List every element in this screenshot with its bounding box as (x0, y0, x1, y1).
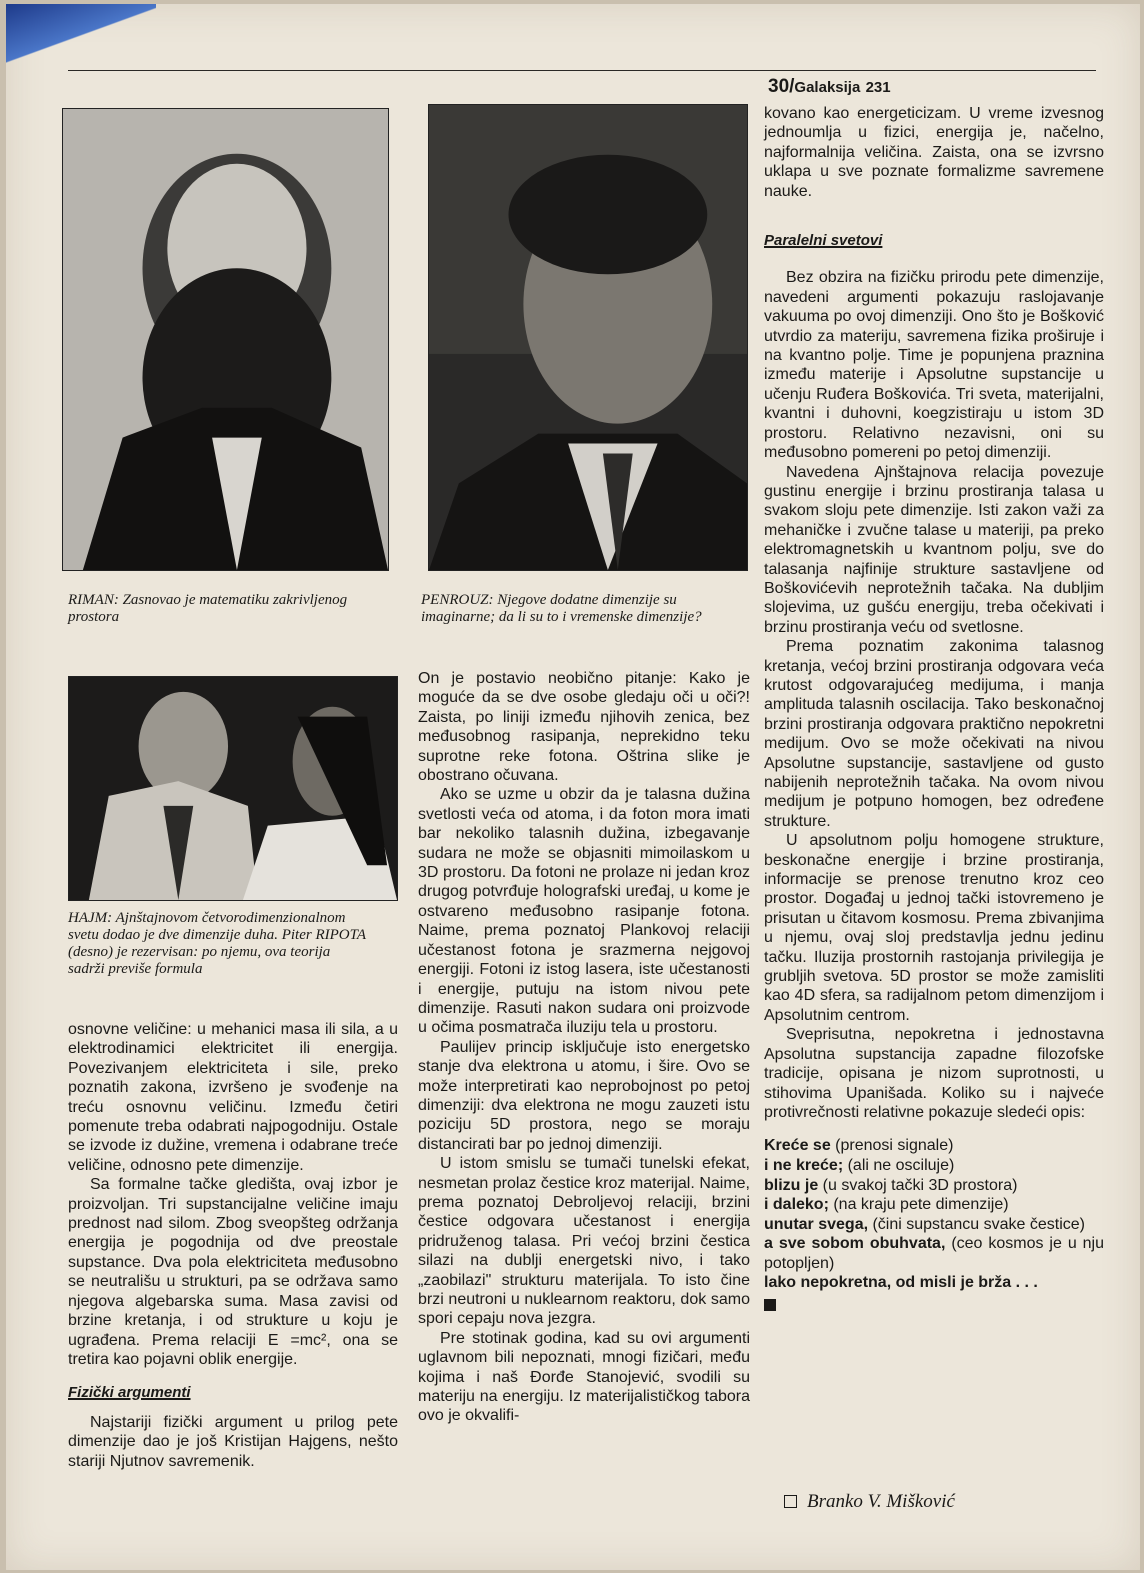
poem-line: a sve sobom obuhvata, (ceo kosmos je u nju potopljen) (764, 1235, 1104, 1272)
poem-line: blizu je (u svakoj tački 3D prostora) (764, 1176, 1018, 1194)
author-name: Branko V. Mišković (807, 1491, 955, 1512)
column-2 (418, 669, 750, 1426)
col3-paragraph: Navedena Ajnštajnova relacija povezuje gustinu energije i brzinu prostiranja talasa u svakom sloju pete dimenzije. Isti zakon važi za mehaničke i zvučne talase u materiji, pa preko elektromagnetskih u kvantnom polju, sve do talasanja najfinije strukture sastavljene od Boškovićevih neprotežnih tačaka. Na dubljim slojevima, uz gušću energiju, treba očekivati i brzinu prostiranja veću od svetlosne. (764, 463, 1104, 636)
col1-paragraph: Sa formalne tačke gledišta, ovaj izbor je proizvoljan. Tri supstancijalne veličine imaju prednost nad silom. Zbog sveopšteg održanja energija je pogodnija od dve preostale supstance. Dva pola elektriciteta međusobno se neutrališu u strukturi, pa se održava samo njegova algebarska suma. Masa zavisi od brzine kretanja, i od strukture u koju je ugrađena. Prema relaciji E =mc², ona se tretira kao pojavni oblik energije. (68, 1176, 398, 1368)
col1-paragraph: Najstariji fizički argument u prilog pete dimenzije dao je još Kristijan Hajgens, nešto stariji Njutnov savremenik. (68, 1413, 398, 1470)
page-corner-fold (6, 4, 156, 94)
caption-penrouz: PENROUZ: Njegove dodatne dimenzije su imaginarne; da li su to i vremenske dimenzije? (421, 592, 702, 625)
issue-number: 231 (865, 79, 891, 96)
square-icon (784, 1495, 797, 1508)
col3-paragraph: Prema poznatim zakonima talasnog kretanja, većoj brzini prostiranja odgovara veća krutost odgovarajućeg medijuma, i manja amplituda talasnih oscilacija. Tako beskonačnoj brzini prostiranja odgovara praktično nepokretni medijum. Ovo se može očekivati na nivou Apsolutne supstancije, sastavljene od gusto nabijenih neprotežnih tačaka. Na ovom nivou medijum je potpuno homogen, bez određene strukture. (764, 638, 1104, 830)
end-mark (764, 1297, 1104, 1317)
photo-riman (62, 108, 389, 571)
col3-paragraph: U apsolutnom polju homogene strukture, beskonačne energije i brzine prostiranja, informacije se prenose trenutno kroz ceo prostor. Događaj u jednoj tački istovremeno je prisutan u čitavom kosmosu. Prema zbivanjima u njemu, ovaj sloj predstavlja jednu jedinu tačku. Iluzija prostornih rastojanja privilegija je grubljih svetova. 5D prostor se može zamisliti kao 4D sfera, sa radijalnom petom dimenzijom i Apsolutnim centrom. (764, 832, 1104, 1024)
col2-paragraph: U istom smislu se tumači tunelski efekat, nesmetan prolaz čestice kroz materijal. Naime, prema poznatoj Debroljevoj relaciji, brzini čestice odgovara učestanost i energija pridruženog talasa. Pri većoj brzini čestica silazi na dublji energetski nivo, i tako „zaobilazi" strukturu materijala. To isto čine brzi neutroni u nuklearnom reaktoru, dok samo spori cepaju nova jezgra. (418, 1155, 750, 1328)
poem-line: unutar svega, (čini supstancu svake čestice) (764, 1215, 1086, 1233)
col1-paragraph: osnovne veličine: u mehanici masa ili sila, a u elektrodinamici elektricitet ili energija. Povezivanjem elektriciteta i sile, preko poznatih zakona, izvršeno je svođenje na treću osnovnu veličinu. Između četiri pomenute treba odabrati najpogodniju. Ostale se izvode iz dužine, vremena i odabrane treće veličine, odnosno pete dimenzije. (68, 1021, 398, 1174)
poem-line: i daleko; (na kraju pete dimenzije) (764, 1196, 1009, 1214)
header-rule (68, 70, 1096, 71)
col2-paragraph: On je postavio neobično pitanje: Kako je moguće da se dve osobe gledaju oči u oči?! Zaista, po liniji između njihovih zenica, bez međusobnog rasipanja, neprekidno teku suprotne reke fotona. Oštrina slike je obostrano očuvana. (418, 670, 750, 785)
magazine-page (6, 4, 1140, 1570)
photo-penrouz (428, 104, 748, 571)
heading-fizicki-argumenti: Fizički argumenti (68, 1384, 191, 1402)
magazine-name: Galaksija (794, 79, 861, 96)
poem-line: lako nepokretna, od misli je brža . . . (764, 1274, 1038, 1292)
col2-paragraph: Ako se uzme u obzir da je talasna dužina svetlosti veća od atoma, i da foton mora imati bar nekoliko talasnih dužina, izbegavanje sudara ne može se objasniti mimoilaskom u 3D prostoru. Da fotoni ne prolaze ni jedan kroz drugog potvrđuje holografski uređaj, u kome je ostvareno međusobno rasipanje fotona. Naime, prema poznatoj Plankovoj relaciji učestanost fotona je srazmerna nejgovoj energiji. Fotoni iz istog lasera, iste učestanosti i energije, putuju na istom nivou pete dimenzije. Rasuti nakon sudara oni proizvode u očima posmatrača iluziju tela u prostoru. (418, 786, 750, 1037)
caption-hajm: HAJM: Ajnštajnovom četvorodimenzionalnom svetu dodao je dve dimenzije duha. Piter RIPOTA (desno) je rezervisan: po njemu, ova teorija sadrži previše formula (68, 910, 366, 977)
page-number: 30/ (768, 76, 795, 97)
upanishad-poem (764, 1136, 1104, 1316)
poem-line: i ne kreće; (ali ne osciluje) (764, 1156, 955, 1174)
column-3 (764, 104, 1104, 1317)
col2-paragraph: Paulijev princip isključuje isto energetsko stanje dva elektrona u atomu, i šire. Ovo se može interpretirati kao neprobojnost po petoj dimenziji: dva elektrona ne mogu zauzeti istu poziciju 5D prostora, nego se moraju distancirati bar po jednoj dimenziji. (418, 1038, 750, 1153)
heading-paralelni-svetovi: Paralelni svetovi (764, 232, 883, 250)
caption-riman: RIMAN: Zasnovao je matematiku zakrivljenog prostora (68, 592, 348, 625)
col3-paragraph: Bez obzira na fizičku prirodu pete dimenzije, navedeni argumenti pokazuju raslojavanje vakuuma po ovoj dimenziji. Ono što je Bošković utvrdio za materiju, savremena fizika proširuje i na kvantno polje. Time je popunjena praznina između materije i Apsolutne supstancije u učenju Ruđera Boškovića. Tri sveta, materijalni, kvantni i duhovni, koegzistiraju u istom 3D prostoru. Relativno nezavisni, oni su međusobno pomereni po petoj dimenziji. (764, 269, 1104, 462)
col3-intro: kovano kao energeticizam. U vreme izvesnog jednoumlja u fizici, energija je, načelno, najformalnija veličina. Zaista, ona se izvrsno uklapa u sve poznate formalizme savremene nauke. (764, 105, 1104, 200)
col3-paragraph: Sveprisutna, nepokretna i jednostavna Apsolutna supstancija zapadne filozofske tradicije, opisana je nizom suprotnosti, u stihovima Upanišada. Koliko su i najveće protivrečnosti relativne pokazuje sledeći opis: (764, 1026, 1104, 1121)
column-1 (68, 1020, 398, 1471)
author-signature (784, 1491, 955, 1513)
poem-line: Kreće se (prenosi signale) (764, 1137, 954, 1155)
photo-hajm-ripota (68, 676, 398, 901)
page-folio (768, 76, 891, 98)
col2-paragraph: Pre stotinak godina, kad su ovi argumenti uglavnom bili nepoznati, mnogi fizičari, među kojima i naš Đorđe Stanojević, svodili su materiju na energiju. Iz materijalističkog tabora ovo je okvalifi- (418, 1329, 750, 1425)
